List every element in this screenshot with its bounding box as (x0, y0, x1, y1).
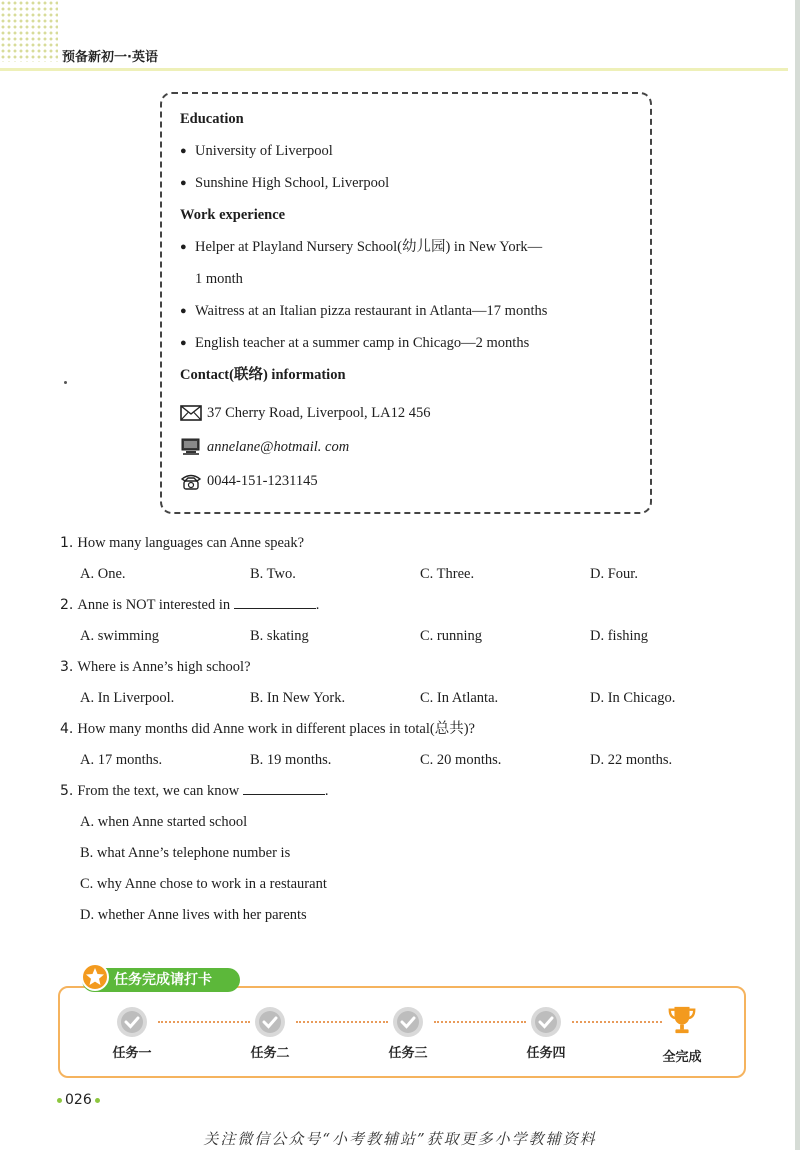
option: D. whether Anne lives with her parents (80, 907, 307, 923)
step-label: 任务三 (388, 1046, 428, 1061)
trophy-icon[interactable] (666, 1004, 698, 1036)
question-stem (60, 594, 760, 625)
page-header-title: 预备新初一·英语 (62, 50, 158, 65)
step-connector (158, 1021, 250, 1023)
question-stem (60, 532, 760, 563)
question-number: 1. (60, 535, 74, 551)
question-text: From the text, we can know (77, 783, 240, 799)
option: B. In New York. (250, 690, 346, 706)
task-checkin-title: 任务完成请打卡 (82, 968, 240, 992)
option: A. In Liverpool. (80, 690, 175, 706)
question-text-end: . (315, 597, 320, 613)
step-label-final: 全完成 (662, 1050, 702, 1065)
page-edge (795, 0, 800, 1150)
bullet-dot (95, 1098, 100, 1103)
telephone-icon (180, 472, 202, 490)
option: D. fishing (590, 628, 648, 644)
address-text: 37 Cherry Road, Liverpool, LA12 456 (207, 405, 431, 421)
page-number-text: 026 (65, 1092, 92, 1108)
check-circle-icon[interactable] (116, 1006, 148, 1038)
option: A. 17 months. (80, 752, 163, 768)
step-label: 任务四 (526, 1046, 566, 1061)
option: B. 19 months. (250, 752, 332, 768)
work-title: Work experience (180, 207, 286, 223)
header-divider (0, 68, 788, 71)
work-item-continued: 1 month (195, 271, 243, 287)
question-stem (60, 718, 760, 749)
question-options (60, 563, 760, 594)
question-stem (60, 780, 760, 811)
step-connector (296, 1021, 388, 1023)
bullet-dot (57, 1098, 62, 1103)
option: D. 22 months. (590, 752, 673, 768)
contact-email (180, 430, 640, 464)
star-badge-icon (80, 962, 110, 992)
option: C. 20 months. (420, 752, 502, 768)
option: A. when Anne started school (80, 814, 248, 830)
header-dot-pattern (0, 0, 58, 62)
step-label: 任务一 (112, 1046, 152, 1061)
question-text: Where is Anne’s high school? (77, 659, 251, 675)
page-number (54, 1092, 103, 1108)
option: C. Three. (420, 566, 475, 582)
work-item: ● Waitress at an Italian pizza restaurant in Atlanta—17 months (180, 300, 640, 332)
option: B. skating (250, 628, 309, 644)
question-options (60, 749, 760, 780)
contact-title: Contact(联络) information (180, 367, 346, 383)
question-number: 3. (60, 659, 74, 675)
envelope-icon (180, 404, 202, 422)
question-number: 5. (60, 783, 74, 799)
option: C. why Anne chose to work in a restaurant (80, 876, 327, 892)
question-list (60, 532, 760, 935)
step-connector (572, 1021, 662, 1023)
computer-icon (180, 438, 202, 456)
option: C. In Atlanta. (420, 690, 499, 706)
option: B. Two. (250, 566, 296, 582)
email-text: annelane@hotmail. com (207, 439, 350, 455)
work-item: ● English teacher at a summer camp in Chicago—2 months (180, 332, 640, 364)
contact-address (180, 396, 640, 430)
contact-phone (180, 464, 640, 498)
footer-notice: 关注微信公众号“小考教辅站”获取更多小学教辅资料 (203, 1130, 597, 1148)
question-stem (60, 656, 760, 687)
step-connector (434, 1021, 526, 1023)
education-item: ● Sunshine High School, Liverpool (180, 172, 640, 204)
check-circle-icon[interactable] (392, 1006, 424, 1038)
question-number: 4. (60, 721, 74, 737)
option: D. Four. (590, 566, 638, 582)
check-circle-icon[interactable] (254, 1006, 286, 1038)
question-text: How many languages can Anne speak? (77, 535, 305, 551)
education-title: Education (180, 111, 244, 127)
stray-mark (64, 381, 67, 384)
option: A. swimming (80, 628, 159, 644)
check-circle-icon[interactable] (530, 1006, 562, 1038)
question-text: How many months did Anne work in different places in total(总共)? (77, 721, 475, 737)
answer-blank (234, 595, 316, 609)
step-label: 任务二 (250, 1046, 290, 1061)
education-item: ● University of Liverpool (180, 140, 640, 172)
question-text-end: . (324, 783, 329, 799)
resume-content (180, 108, 640, 498)
option: A. One. (80, 566, 126, 582)
question-options (60, 625, 760, 656)
option: D. In Chicago. (590, 690, 676, 706)
option: B. what Anne’s telephone number is (80, 845, 291, 861)
option: C. running (420, 628, 483, 644)
question-options (60, 687, 760, 718)
question-text: Anne is NOT interested in (77, 597, 231, 613)
phone-text: 0044-151-1231145 (207, 473, 318, 489)
question-number: 2. (60, 597, 74, 613)
answer-blank (243, 781, 325, 795)
work-item: ● Helper at Playland Nursery School(幼儿园) in New York— (180, 236, 640, 268)
